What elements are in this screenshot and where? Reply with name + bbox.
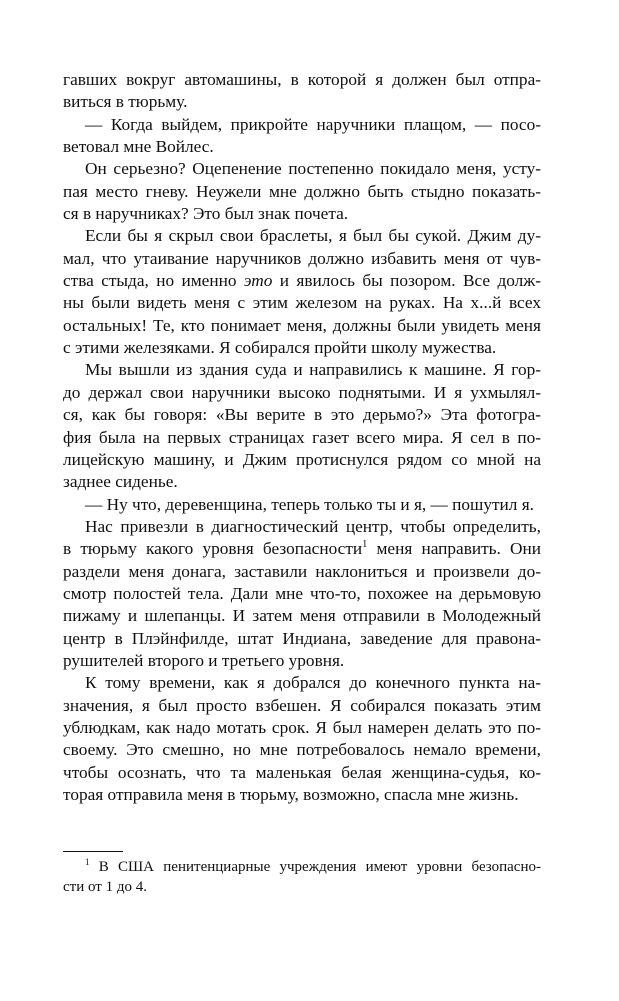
footnote-marker: 1 xyxy=(85,857,90,867)
text-line: смотр полостей тела. Дали мне что-то, похожее на дерьмовую xyxy=(63,583,541,603)
text-line: — Ну что, деревенщина, теперь только ты и я, — пошутил я. xyxy=(85,494,534,514)
text-fragment: меня направить. Они xyxy=(367,539,541,559)
text-line: Он серьезно? Оцепенение постепенно покидало меня, усту- xyxy=(85,159,541,179)
text-line: мал, что утаивание наручников должно избавить меня от чув- xyxy=(63,248,541,268)
text-line: заднее сиденье. xyxy=(63,472,178,492)
text-line: до держал свои наручники высоко поднятыми. И я ухмылял- xyxy=(63,382,541,402)
text-line xyxy=(63,538,541,560)
text-line: своему. Это смешно, но мне потребовалось немало времени, xyxy=(63,740,541,760)
text-line: остальных! Те, кто понимает меня, должны были увидеть меня xyxy=(63,315,541,335)
text-line: торая отправила меня в тюрьму, возможно, спасла мне жизнь. xyxy=(63,785,519,804)
text-line: фия была на первых страницах газет всего мира. Я сел в по- xyxy=(63,427,541,447)
text-line: ся, как бы говоря: «Вы верите в это дерьмо?» Эта фотогра- xyxy=(63,405,541,425)
text-line: лицейскую машину, и Джим протиснулся рядом со мной на xyxy=(63,449,541,469)
text-line: центр в Плэйнфилде, штат Индиана, заведение для правона- xyxy=(63,628,541,648)
text-line: ветовал мне Войлес. xyxy=(63,137,214,157)
footnote-line-1 xyxy=(63,857,541,877)
text-line: гавших вокруг автомашины, в которой я должен был отпра- xyxy=(63,70,541,89)
footnote-divider xyxy=(63,851,123,852)
text-line: К тому времени, как я добрался до конечного пункта на- xyxy=(85,673,541,693)
text-line: ся в наручниках? Это был знак почета. xyxy=(63,204,349,224)
text-fragment: в тюрьму какого уровня безопасности xyxy=(63,539,363,559)
text-line: чтобы осознать, что та маленькая белая женщина-судья, ко- xyxy=(63,762,541,782)
text-line: ублюдкам, как надо мотать срок. Я был намерен делать это по- xyxy=(63,717,541,737)
text-line: пижаму и шлепанцы. И затем меня отправили в Молодежный xyxy=(63,606,541,626)
text-line: рушителей второго и третьего уровня. xyxy=(63,650,345,670)
footnote-reference: 1 xyxy=(362,539,368,551)
text-line: виться в тюрьму. xyxy=(63,92,188,112)
footnote xyxy=(63,857,541,897)
text-line: Нас привезли в диагностический центр, чтобы определить, xyxy=(85,516,541,536)
text-line xyxy=(63,270,541,292)
text-fragment: ства стыда, но именно xyxy=(63,271,244,291)
footnote-text-1: В США пенитенциарные учреждения имеют уровни безопасно- xyxy=(89,859,541,875)
text-line: Если бы я скрыл свои браслеты, я был бы сукой. Джим ду- xyxy=(85,226,541,246)
text-line: значения, я был просто взбешен. Я собирался показать этим xyxy=(63,695,541,715)
body-text xyxy=(63,69,541,806)
text-line: пая место гневу. Неужели мне должно быть стыдно показать- xyxy=(63,181,541,201)
text-line: — Когда выйдем, прикройте наручники плащом, — посо- xyxy=(85,114,541,134)
footnote-line-2: сти от 1 до 4. xyxy=(63,879,147,895)
text-line: с этими железяками. Я собирался пройти школу мужества. xyxy=(63,338,497,358)
text-line: Мы вышли из здания суда и направились к машине. Я гор- xyxy=(85,360,541,380)
text-line: раздели меня донага, заставили наклониться и произвели до- xyxy=(63,561,541,581)
emphasized-word: это xyxy=(243,271,273,291)
text-line: ны были видеть меня с этим железом на руках. На х...й всех xyxy=(63,293,541,313)
text-fragment: и явилось бы позором. Все долж- xyxy=(272,271,541,291)
